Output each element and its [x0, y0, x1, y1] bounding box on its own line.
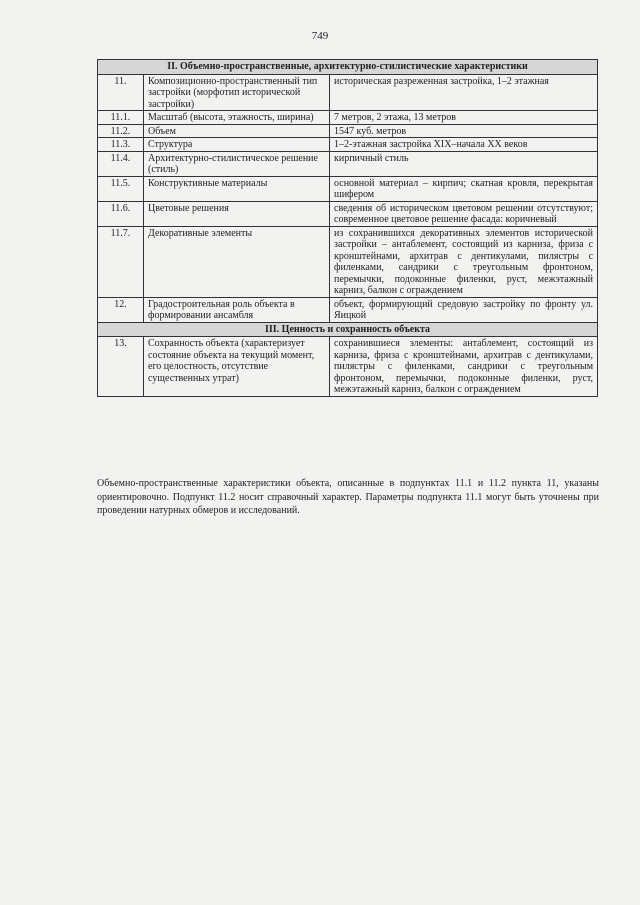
section-title: II. Объемно-пространственные, архитектурно-стилистические характеристики: [98, 60, 598, 75]
table-row: [98, 111, 598, 125]
row-number: 11.3.: [98, 138, 144, 152]
row-value: 1547 куб. метров: [330, 124, 598, 138]
row-number: 11.6.: [98, 201, 144, 226]
row-value: объект, формирующий средовую застройку по фронту ул. Яицкой: [330, 297, 598, 322]
section-header-ii: [98, 60, 598, 75]
row-value: 7 метров, 2 этажа, 13 метров: [330, 111, 598, 125]
row-value: из сохранившихся декоративных элементов исторической застройки – антаблемент, состоящий из карниза, фриза с кронштейнами, архитрав с дентикулами, пилястры с филенками, сандрики с треугольным фронтоном, перемычки, подоконные филенки, руст, межэтажный карниз, балкон с ограждением: [330, 226, 598, 297]
row-number: 12.: [98, 297, 144, 322]
row-label: Структура: [144, 138, 330, 152]
row-value: сведения об историческом цветовом решении отсутствуют; современное цветовое решение фасада: коричневый: [330, 201, 598, 226]
row-label: Объем: [144, 124, 330, 138]
footnote-paragraph: Объемно-пространственные характеристики объекта, описанные в подпунктах 11.1 и 11.2 пункта 11, указаны ориентировочно. Подпункт 11.2 носит справочный характер. Параметры подпункта 11.1 могут быть уточнены при проведении натурных обмеров и исследований.: [97, 478, 599, 516]
page-number: 749: [311, 30, 329, 42]
row-label: Сохранность объекта (характеризует состояние объекта на текущий момент, его целостность, отсутствие существенных утрат): [144, 337, 330, 397]
row-number: 11.2.: [98, 124, 144, 138]
characteristics-table: [97, 59, 598, 397]
row-label: Композиционно-пространственный тип застройки (морфотип исторической застройки): [144, 74, 330, 111]
table-row: [98, 337, 598, 397]
row-value: основной материал – кирпич; скатная кровля, перекрытая шифером: [330, 176, 598, 201]
table-row: [98, 297, 598, 322]
row-label: Цветовые решения: [144, 201, 330, 226]
table-row: [98, 176, 598, 201]
row-label: Градостроительная роль объекта в формировании ансамбля: [144, 297, 330, 322]
section-header-iii: [98, 322, 598, 337]
row-value: историческая разреженная застройка, 1–2 этажная: [330, 74, 598, 111]
row-label: Архитектурно-стилистическое решение (стиль): [144, 151, 330, 176]
table-row: [98, 226, 598, 297]
row-number: 11.1.: [98, 111, 144, 125]
row-value: сохранившиеся элементы: антаблемент, состоящий из карниза, фриза с кронштейнами, архитрав с дентикулами, пилястры с филенками, сандрики с треугольным фронтоном, перемычки, подоконные филенки, руст, межэтажный карниз, балкон с ограждением: [330, 337, 598, 397]
row-number: 11.5.: [98, 176, 144, 201]
row-number: 11.: [98, 74, 144, 111]
row-number: 11.4.: [98, 151, 144, 176]
row-value: 1–2-этажная застройка XIX–начала XX веков: [330, 138, 598, 152]
table-row: [98, 138, 598, 152]
row-number: 13.: [98, 337, 144, 397]
row-label: Конструктивные материалы: [144, 176, 330, 201]
table-row: [98, 201, 598, 226]
row-value: кирпичный стиль: [330, 151, 598, 176]
table-row: [98, 151, 598, 176]
table-row: [98, 74, 598, 111]
table-row: [98, 124, 598, 138]
section-title: III. Ценность и сохранность объекта: [98, 322, 598, 337]
row-number: 11.7.: [98, 226, 144, 297]
row-label: Декоративные элементы: [144, 226, 330, 297]
row-label: Масштаб (высота, этажность, ширина): [144, 111, 330, 125]
